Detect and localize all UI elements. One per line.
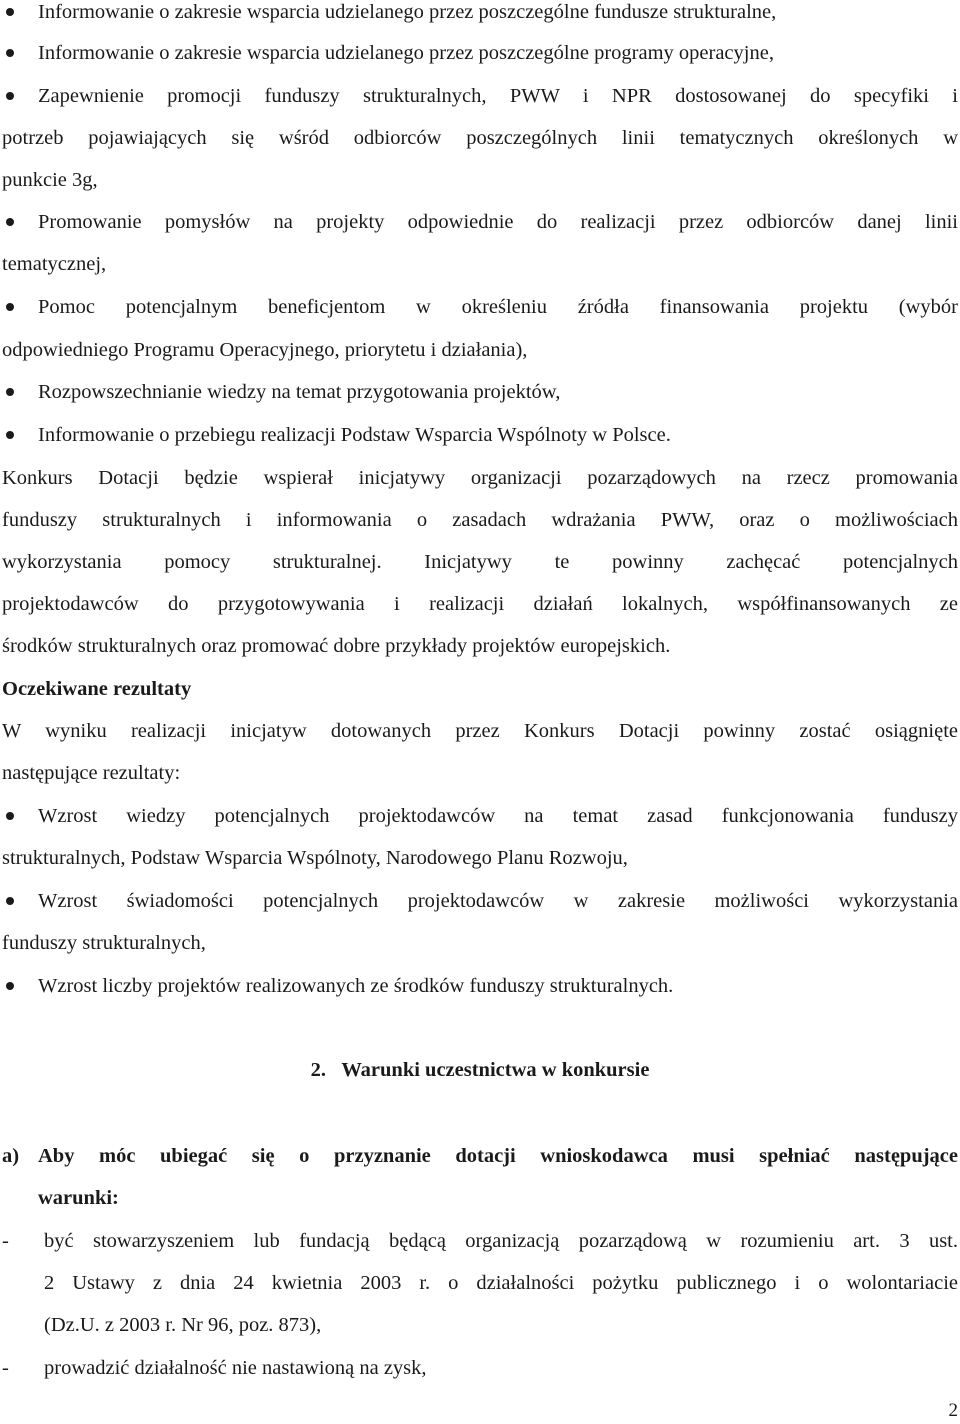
paragraph-line: wykorzystania pomocy strukturalnej. Inicjatywy te powinny zachęcać potencjalnych <box>2 551 958 573</box>
bullet-line-continuation: odpowiedniego Programu Operacyjnego, priorytetu i działania), <box>2 339 528 361</box>
section-number: 2. <box>310 1059 326 1081</box>
bullet-line: Promowanie pomysłów na projekty odpowiednie do realizacji przez odbiorców danej linii <box>38 211 958 233</box>
bullet-marker <box>6 897 14 905</box>
bullet-line: Informowanie o zakresie wsparcia udzielanego przez poszczególne programy operacyjne, <box>38 42 774 64</box>
bullet-line-continuation: potrzeb pojawiających się wśród odbiorców poszczególnych linii tematycznych określonych w <box>2 127 958 149</box>
section-heading-rezultaty: Oczekiwane rezultaty <box>2 678 192 700</box>
bullet-line: Informowanie o przebiegu realizacji Podstaw Wsparcia Wspólnoty w Polsce. <box>38 424 671 446</box>
paragraph-line: projektodawców do przygotowywania i realizacji działań lokalnych, współfinansowanych ze <box>2 593 958 615</box>
bullet-line: Wzrost świadomości potencjalnych projektodawców w zakresie możliwości wykorzystania <box>38 890 958 912</box>
bullet-marker <box>6 431 14 439</box>
bullet-marker <box>6 92 14 100</box>
bullet-marker <box>6 388 14 396</box>
bullet-marker <box>6 303 14 311</box>
bullet-line-continuation: tematycznej, <box>2 253 107 275</box>
bullet-marker <box>6 982 14 990</box>
item-line: Aby móc ubiegać się o przyznanie dotacji wnioskodawca musi spełniać następujące <box>38 1145 958 1167</box>
paragraph-line: funduszy strukturalnych i informowania o zasadach wdrażania PWW, oraz o możliwościach <box>2 509 958 531</box>
bullet-line: Wzrost liczby projektów realizowanych ze środków funduszy strukturalnych. <box>38 975 674 997</box>
section-title: Warunki uczestnictwa w konkursie <box>341 1059 650 1081</box>
dash-line: (Dz.U. z 2003 r. Nr 96, poz. 873), <box>44 1314 322 1336</box>
bullet-line-continuation: punkcie 3g, <box>2 169 98 191</box>
paragraph-line: Konkurs Dotacji będzie wspierał inicjatywy organizacji pozarządowych na rzecz promowania <box>2 467 958 489</box>
bullet-marker <box>6 49 14 57</box>
bullet-line: Informowanie o zakresie wsparcia udzielanego przez poszczególne fundusze strukturalne, <box>38 1 777 23</box>
item-marker: a) <box>2 1145 20 1167</box>
bullet-marker <box>6 8 14 16</box>
dash-marker: - <box>2 1357 9 1379</box>
dash-line: prowadzić działalność nie nastawioną na zysk, <box>44 1357 427 1379</box>
paragraph-line: środków strukturalnych oraz promować dobre przykłady projektów europejskich. <box>2 635 671 657</box>
dash-marker: - <box>2 1230 9 1252</box>
paragraph-line: W wyniku realizacji inicjatyw dotowanych przez Konkurs Dotacji powinny zostać osiągnięte <box>2 720 958 742</box>
page-number: 2 <box>948 1400 958 1421</box>
section-2-heading <box>0 1055 960 1085</box>
bullet-line: Wzrost wiedzy potencjalnych projektodawców na temat zasad funkcjonowania funduszy <box>38 805 958 827</box>
item-line: warunki: <box>38 1187 119 1209</box>
paragraph-line: następujące rezultaty: <box>2 762 181 784</box>
bullet-line: Rozpowszechnianie wiedzy na temat przygotowania projektów, <box>38 381 561 403</box>
bullet-marker <box>6 812 14 820</box>
dash-line: być stowarzyszeniem lub fundacją będącą organizacją pozarządową w rozumieniu art. 3 ust. <box>44 1230 958 1252</box>
bullet-line-continuation: strukturalnych, Podstaw Wsparcia Wspólnoty, Narodowego Planu Rozwoju, <box>2 847 628 869</box>
dash-line: 2 Ustawy z dnia 24 kwietnia 2003 r. o działalności pożytku publicznego i o wolontariacie <box>44 1272 958 1294</box>
bullet-line: Zapewnienie promocji funduszy strukturalnych, PWW i NPR dostosowanej do specyfiki i <box>38 85 958 107</box>
bullet-line: Pomoc potencjalnym beneficjentom w określeniu źródła finansowania projektu (wybór <box>38 296 958 318</box>
bullet-line-continuation: funduszy strukturalnych, <box>2 932 206 954</box>
bullet-marker <box>6 218 14 226</box>
